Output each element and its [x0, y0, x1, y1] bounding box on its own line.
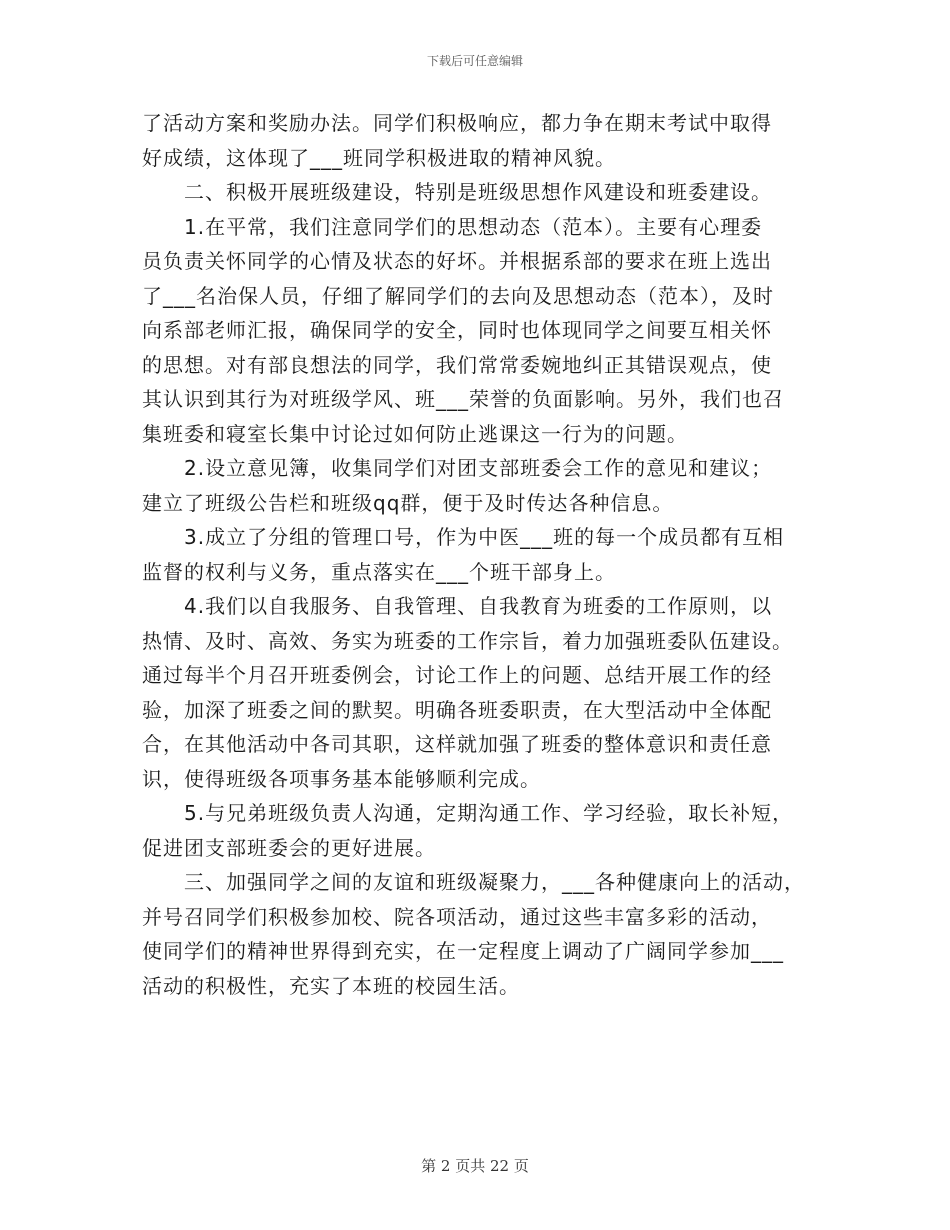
text-line: 员负责关怀同学的心情及状态的好坏。并根据系部的要求在班上选出 [142, 249, 772, 273]
text-line: 活动的积极性，充实了本班的校园生活。 [142, 973, 520, 998]
text-line: 1.在平常，我们注意同学们的思想动态（范本）。主要有心理委 [184, 214, 763, 239]
text-line: 3.成立了分组的管理口号，作为中医___班的每一个成员都有互相 [184, 525, 785, 549]
text-line: 建立了班级公告栏和班级qq群，便于及时传达各种信息。 [142, 490, 674, 515]
text-line: 了___名治保人员，仔细了解同学们的去向及思想动态（范本），及时 [142, 283, 774, 308]
text-line: 合，在其他活动中各司其职，这样就加强了班委的整体意识和责任意 [142, 732, 772, 756]
document-body [142, 106, 812, 1003]
text-line: 通过每半个月召开班委例会，讨论工作上的问题、总结开展工作的经 [142, 663, 772, 687]
text-line: 的思想。对有部良想法的同学，我们常常委婉地纠正其错误观点，使 [142, 352, 772, 377]
text-line: 了活动方案和奖励办法。同学们积极响应，都力争在期末考试中取得 [142, 111, 772, 135]
page-header: 下载后可任意编辑 [426, 54, 523, 68]
text-line: 促进团支部班委会的更好进展。 [142, 835, 436, 860]
text-line: 监督的权利与义务，重点落实在___个班干部身上。 [142, 559, 616, 584]
section-heading: 三、加强同学之间的友谊和班级凝聚力，___各种健康向上的活动， [184, 870, 805, 894]
text-line: 向系部老师汇报，确保同学的安全，同时也体现同学之间要互相关怀 [142, 318, 772, 342]
section-heading: 二、积极开展班级建设，特别是班级思想作风建设和班委建设。 [184, 180, 772, 204]
text-line: 验，加深了班委之间的默契。明确各班委职责，在大型活动中全体配 [142, 697, 772, 722]
text-line: 使同学们的精神世界得到充实，在一定程度上调动了广阔同学参加___ [142, 939, 784, 963]
page-number: 第 2 页共 22 页 [421, 1157, 529, 1175]
text-line: 热情、及时、高效、务实为班委的工作宗旨，着力加强班委队伍建设。 [142, 628, 793, 653]
text-line: 集班委和寝室长集中讨论过如何防止逃课这一行为的问题。 [142, 421, 688, 446]
text-line: 2.设立意见簿，收集同学们对团支部班委会工作的意见和建议； [184, 456, 773, 480]
text-line: 4.我们以自我服务、自我管理、自我教育为班委的工作原则，以 [184, 594, 773, 618]
text-line: 并号召同学们积极参加校、院各项活动，通过这些丰富多彩的活动， [142, 904, 772, 929]
text-line: 5.与兄弟班级负责人沟通，定期沟通工作、学习经验，取长补短， [184, 801, 794, 825]
text-line: 识，使得班级各项事务基本能够顺利完成。 [142, 766, 541, 791]
text-line: 其认识到其行为对班级学风、班___荣誉的负面影响。另外，我们也召 [142, 387, 784, 411]
text-line: 好成绩，这体现了___班同学积极进取的精神风貌。 [142, 145, 616, 170]
